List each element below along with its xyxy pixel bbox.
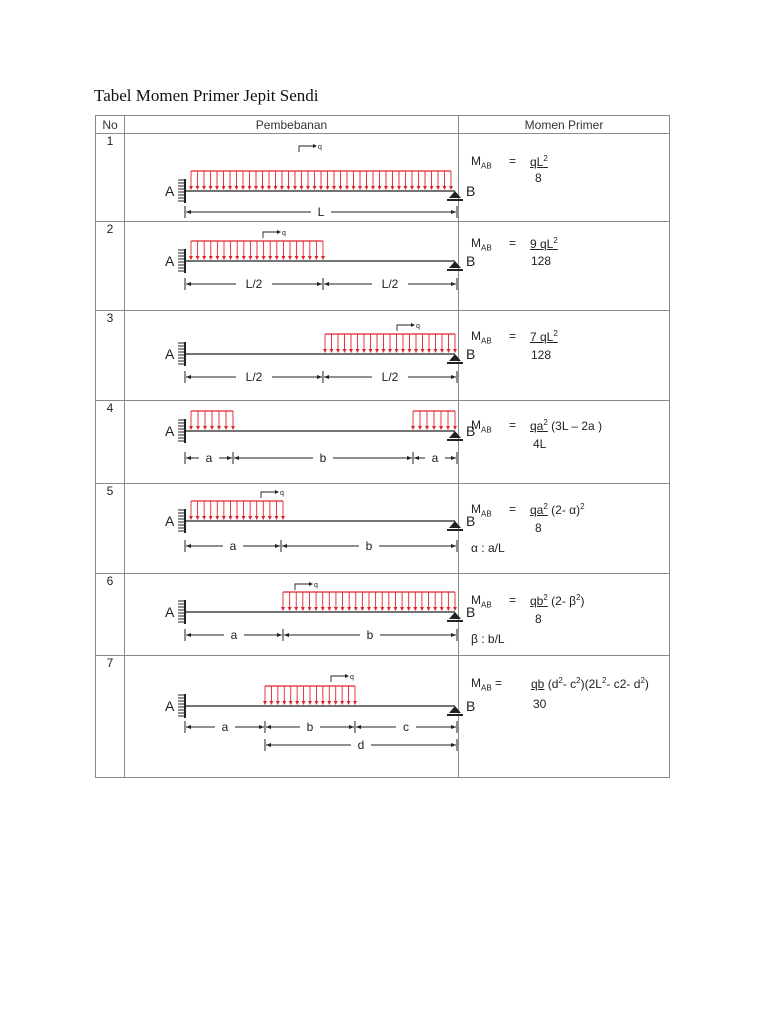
load-arrowhead	[362, 349, 366, 353]
load-arrowhead	[334, 701, 338, 705]
load-arrowhead	[308, 256, 312, 260]
load-diagram	[125, 311, 476, 401]
load-diagram	[125, 484, 476, 574]
load-arrowhead	[433, 607, 437, 611]
load-arrowhead	[203, 426, 207, 430]
dimension-arrow-icon	[451, 210, 456, 214]
load-arrowhead	[418, 426, 422, 430]
load-arrowhead	[217, 426, 221, 430]
beam-diagram-1	[125, 134, 476, 221]
dimension-arrow-icon	[266, 725, 271, 729]
load-arrowhead	[347, 607, 351, 611]
load-arrowhead	[196, 256, 200, 260]
load-arrowhead	[224, 426, 228, 430]
load-arrowhead	[391, 186, 395, 190]
load-diagram	[125, 134, 476, 222]
load-q-label: q	[318, 144, 322, 151]
dimension-arrow-icon	[451, 743, 456, 747]
load-arrowhead	[189, 256, 193, 260]
load-arrowhead	[202, 186, 206, 190]
dimension-arrow-icon	[266, 743, 271, 747]
load-arrowhead	[371, 186, 375, 190]
load-arrowhead	[248, 256, 252, 260]
load-arrowhead	[436, 186, 440, 190]
load-q-indicator	[263, 232, 277, 238]
load-arrowhead	[307, 607, 311, 611]
beam-diagram-2	[125, 222, 476, 310]
load-arrowhead	[189, 186, 193, 190]
load-arrowhead	[413, 607, 417, 611]
beam-diagram-4	[125, 401, 476, 483]
load-arrowhead	[314, 256, 318, 260]
load-q-label: q	[416, 323, 420, 330]
load-arrowhead	[262, 256, 266, 260]
dimension-arrow-icon	[186, 633, 191, 637]
dimension-label: b	[366, 628, 374, 642]
support-b-label: B	[466, 253, 476, 269]
support-a-label: A	[165, 698, 175, 714]
row-number: 6	[96, 574, 125, 656]
load-arrowhead	[327, 701, 331, 705]
load-arrowhead	[427, 349, 431, 353]
load-arrowhead	[301, 256, 305, 260]
load-q-arrowhead	[345, 674, 349, 678]
page-title: Tabel Momen Primer Jepit Sendi	[94, 86, 319, 105]
load-arrowhead	[440, 349, 444, 353]
load-diagram	[125, 656, 476, 778]
load-arrowhead	[263, 701, 267, 705]
dimension-label: b	[319, 451, 327, 465]
load-arrowhead	[293, 186, 297, 190]
load-arrowhead	[275, 256, 279, 260]
load-q-indicator	[331, 676, 345, 682]
moment-table	[95, 115, 670, 778]
load-diagram	[125, 222, 476, 311]
load-arrowhead	[356, 349, 360, 353]
load-arrowhead	[202, 256, 206, 260]
dimension-arrow-icon	[349, 725, 354, 729]
load-arrowhead	[313, 186, 317, 190]
load-q-indicator	[261, 492, 275, 498]
load-arrowhead	[254, 186, 258, 190]
load-arrowhead	[255, 256, 259, 260]
load-arrowhead	[215, 186, 219, 190]
load-arrowhead	[453, 426, 457, 430]
load-q-arrowhead	[275, 490, 279, 494]
load-arrowhead	[374, 607, 378, 611]
load-diagram	[125, 401, 476, 484]
load-arrowhead	[446, 607, 450, 611]
load-arrowhead	[414, 349, 418, 353]
header-load: Pembebanan	[125, 116, 459, 134]
dimension-label: d	[357, 738, 365, 752]
load-diagram	[125, 574, 476, 656]
moment-formula: $M_{AB}$ = $qa^2$ (2- α)$^2$ 8 α : a/L	[459, 484, 670, 574]
load-arrowhead	[289, 701, 293, 705]
load-arrowhead	[395, 349, 399, 353]
load-arrowhead	[408, 349, 412, 353]
load-arrowhead	[276, 701, 280, 705]
dimension-arrow-icon	[356, 725, 361, 729]
support-a-label: A	[165, 253, 175, 269]
load-q-label: q	[314, 582, 318, 589]
load-arrowhead	[281, 607, 285, 611]
load-arrowhead	[300, 186, 304, 190]
dimension-label: b	[365, 539, 373, 553]
moment-formula: $M_{AB}$ = 7 $qL^2$ 128	[459, 311, 670, 401]
table-row	[96, 484, 670, 574]
load-arrowhead	[202, 516, 206, 520]
dimension-label: a	[431, 451, 439, 465]
beam-diagram-3	[125, 311, 476, 400]
load-q-arrowhead	[313, 144, 317, 148]
dimension-arrow-icon	[451, 633, 456, 637]
dimension-arrow-icon	[227, 456, 232, 460]
table-header-row	[96, 116, 670, 134]
load-arrowhead	[384, 186, 388, 190]
load-arrowhead	[255, 516, 259, 520]
load-arrowhead	[295, 256, 299, 260]
dimension-label: L/2	[381, 277, 399, 291]
load-arrowhead	[360, 607, 364, 611]
load-arrowhead	[261, 186, 265, 190]
load-arrowhead	[222, 516, 226, 520]
load-arrowhead	[343, 349, 347, 353]
support-a-label: A	[165, 513, 175, 529]
load-arrowhead	[339, 186, 343, 190]
dimension-arrow-icon	[186, 725, 191, 729]
load-arrowhead	[189, 516, 193, 520]
dimension-arrow-icon	[451, 375, 456, 379]
load-arrowhead	[375, 349, 379, 353]
load-arrowhead	[365, 186, 369, 190]
load-arrowhead	[321, 256, 325, 260]
load-arrowhead	[295, 701, 299, 705]
load-arrowhead	[222, 186, 226, 190]
load-arrowhead	[242, 256, 246, 260]
dimension-label: a	[230, 628, 238, 642]
load-arrowhead	[326, 186, 330, 190]
load-arrowhead	[248, 516, 252, 520]
row-number: 2	[96, 222, 125, 311]
dimension-arrow-icon	[275, 544, 280, 548]
load-arrowhead	[282, 701, 286, 705]
load-arrowhead	[327, 607, 331, 611]
load-arrowhead	[288, 256, 292, 260]
load-arrowhead	[407, 607, 411, 611]
support-b-label: B	[466, 346, 476, 362]
dimension-label: a	[205, 451, 213, 465]
load-arrowhead	[274, 186, 278, 190]
load-q-label: q	[350, 674, 354, 681]
load-arrowhead	[281, 516, 285, 520]
moment-formula: $M_{AB}$ = 9 $qL^2$ 128	[459, 222, 670, 311]
dimension-label: L/2	[245, 277, 263, 291]
load-arrowhead	[268, 256, 272, 260]
dimension-arrow-icon	[451, 544, 456, 548]
load-arrowhead	[280, 186, 284, 190]
beam-diagram-5	[125, 484, 476, 573]
load-q-indicator	[299, 146, 313, 152]
dimension-arrow-icon	[451, 456, 456, 460]
load-arrowhead	[235, 256, 239, 260]
load-arrowhead	[209, 516, 213, 520]
dimension-arrow-icon	[284, 633, 289, 637]
load-arrowhead	[354, 607, 358, 611]
load-arrowhead	[387, 607, 391, 611]
dimension-arrow-icon	[186, 375, 191, 379]
table-row	[96, 222, 670, 311]
load-arrowhead	[453, 607, 457, 611]
load-arrowhead	[440, 607, 444, 611]
row-number: 5	[96, 484, 125, 574]
load-arrowhead	[269, 701, 273, 705]
load-arrowhead	[215, 516, 219, 520]
load-q-arrowhead	[277, 230, 281, 234]
load-arrowhead	[235, 186, 239, 190]
load-arrowhead	[345, 186, 349, 190]
row-number: 4	[96, 401, 125, 484]
load-q-arrowhead	[411, 323, 415, 327]
support-a-label: A	[165, 604, 175, 620]
dimension-arrow-icon	[234, 456, 239, 460]
dimension-label: L	[317, 205, 325, 219]
table-row	[96, 656, 670, 778]
load-arrowhead	[308, 701, 312, 705]
table-row	[96, 311, 670, 401]
table-row	[96, 134, 670, 222]
load-arrowhead	[430, 186, 434, 190]
load-arrowhead	[427, 607, 431, 611]
load-arrowhead	[332, 186, 336, 190]
load-arrowhead	[242, 516, 246, 520]
load-arrowhead	[196, 186, 200, 190]
row-number: 7	[96, 656, 125, 778]
load-arrowhead	[321, 701, 325, 705]
support-b-label: B	[466, 698, 476, 714]
beam-diagram-6	[125, 574, 476, 655]
table-row	[96, 574, 670, 656]
load-arrowhead	[261, 516, 265, 520]
load-arrowhead	[378, 186, 382, 190]
load-arrowhead	[334, 607, 338, 611]
dimension-arrow-icon	[186, 282, 191, 286]
load-arrowhead	[229, 256, 233, 260]
dimension-arrow-icon	[451, 725, 456, 729]
support-a-label: A	[165, 183, 175, 199]
load-arrowhead	[248, 186, 252, 190]
load-arrowhead	[447, 349, 451, 353]
row-number: 1	[96, 134, 125, 222]
dimension-arrow-icon	[186, 456, 191, 460]
load-arrowhead	[241, 186, 245, 190]
dimension-arrow-icon	[186, 210, 191, 214]
load-arrowhead	[228, 516, 232, 520]
dimension-arrow-icon	[282, 544, 287, 548]
header-no: No	[96, 116, 125, 134]
dimension-arrow-icon	[407, 456, 412, 460]
dimension-arrow-icon	[451, 282, 456, 286]
load-arrowhead	[425, 426, 429, 430]
dimension-arrow-icon	[317, 375, 322, 379]
support-b-label: B	[466, 183, 476, 199]
load-arrowhead	[380, 607, 384, 611]
load-arrowhead	[393, 607, 397, 611]
load-arrowhead	[353, 701, 357, 705]
load-arrowhead	[443, 186, 447, 190]
support-b-label: B	[466, 513, 476, 529]
load-arrowhead	[294, 607, 298, 611]
load-arrowhead	[196, 426, 200, 430]
dimension-label: L/2	[245, 370, 263, 384]
dimension-label: c	[403, 720, 409, 734]
load-arrowhead	[410, 186, 414, 190]
load-arrowhead	[189, 426, 193, 430]
load-arrowhead	[336, 349, 340, 353]
load-arrowhead	[432, 426, 436, 430]
load-arrowhead	[321, 607, 325, 611]
moment-formula: $M_{AB}$ = qb ($d^2-$ $c^2)(2L^2-$ c2- $d^2$) 30	[459, 656, 670, 778]
load-arrowhead	[228, 186, 232, 190]
load-arrowhead	[330, 349, 334, 353]
load-arrowhead	[397, 186, 401, 190]
header-moment: Momen Primer	[459, 116, 670, 134]
moment-formula: $M_{AB}$ = $qL^2$ 8	[459, 134, 670, 222]
support-a-label: A	[165, 423, 175, 439]
load-arrowhead	[434, 349, 438, 353]
load-arrowhead	[267, 186, 271, 190]
load-arrowhead	[367, 607, 371, 611]
load-arrowhead	[210, 426, 214, 430]
load-q-label: q	[280, 490, 284, 497]
load-arrowhead	[288, 607, 292, 611]
dimension-arrow-icon	[317, 282, 322, 286]
load-arrowhead	[340, 701, 344, 705]
load-arrowhead	[401, 349, 405, 353]
load-arrowhead	[420, 607, 424, 611]
dimension-arrow-icon	[259, 725, 264, 729]
load-arrowhead	[417, 186, 421, 190]
load-arrowhead	[231, 426, 235, 430]
load-arrowhead	[196, 516, 200, 520]
dimension-arrow-icon	[186, 544, 191, 548]
load-arrowhead	[301, 607, 305, 611]
load-arrowhead	[439, 426, 443, 430]
load-q-label: q	[282, 230, 286, 237]
load-arrowhead	[306, 186, 310, 190]
load-arrowhead	[302, 701, 306, 705]
load-arrowhead	[453, 349, 457, 353]
load-arrowhead	[421, 349, 425, 353]
load-arrowhead	[319, 186, 323, 190]
dimension-arrow-icon	[324, 375, 329, 379]
dimension-arrow-icon	[277, 633, 282, 637]
load-arrowhead	[268, 516, 272, 520]
load-arrowhead	[411, 426, 415, 430]
table-row	[96, 401, 670, 484]
load-arrowhead	[369, 349, 373, 353]
load-arrowhead	[235, 516, 239, 520]
load-arrowhead	[281, 256, 285, 260]
moment-formula: $M_{AB}$ = $qb^2$ (2- $\beta^2$) 8 β : b/L	[459, 574, 670, 656]
load-arrowhead	[209, 186, 213, 190]
dimension-label: b	[306, 720, 314, 734]
support-a-label: A	[165, 346, 175, 362]
load-arrowhead	[287, 186, 291, 190]
load-q-indicator	[397, 325, 411, 331]
load-arrowhead	[349, 349, 353, 353]
load-arrowhead	[314, 607, 318, 611]
load-arrowhead	[209, 256, 213, 260]
load-arrowhead	[347, 701, 351, 705]
beam-diagram-7	[125, 656, 476, 777]
support-b-label: B	[466, 423, 476, 439]
load-arrowhead	[274, 516, 278, 520]
moment-formula: $M_{AB}$ = $qa^2$ (3L – 2a ) 4L	[459, 401, 670, 484]
dimension-label: a	[229, 539, 237, 553]
load-arrowhead	[222, 256, 226, 260]
row-number: 3	[96, 311, 125, 401]
dimension-label: L/2	[381, 370, 399, 384]
support-b-label: B	[466, 604, 476, 620]
load-arrowhead	[404, 186, 408, 190]
load-q-arrowhead	[309, 582, 313, 586]
dimension-arrow-icon	[414, 456, 419, 460]
load-arrowhead	[400, 607, 404, 611]
load-arrowhead	[382, 349, 386, 353]
load-arrowhead	[388, 349, 392, 353]
load-arrowhead	[449, 186, 453, 190]
dimension-arrow-icon	[324, 282, 329, 286]
load-arrowhead	[215, 256, 219, 260]
load-arrowhead	[352, 186, 356, 190]
load-arrowhead	[423, 186, 427, 190]
load-arrowhead	[341, 607, 345, 611]
dimension-label: a	[221, 720, 229, 734]
load-arrowhead	[323, 349, 327, 353]
load-q-indicator	[295, 584, 309, 590]
load-arrowhead	[358, 186, 362, 190]
load-arrowhead	[446, 426, 450, 430]
load-arrowhead	[314, 701, 318, 705]
